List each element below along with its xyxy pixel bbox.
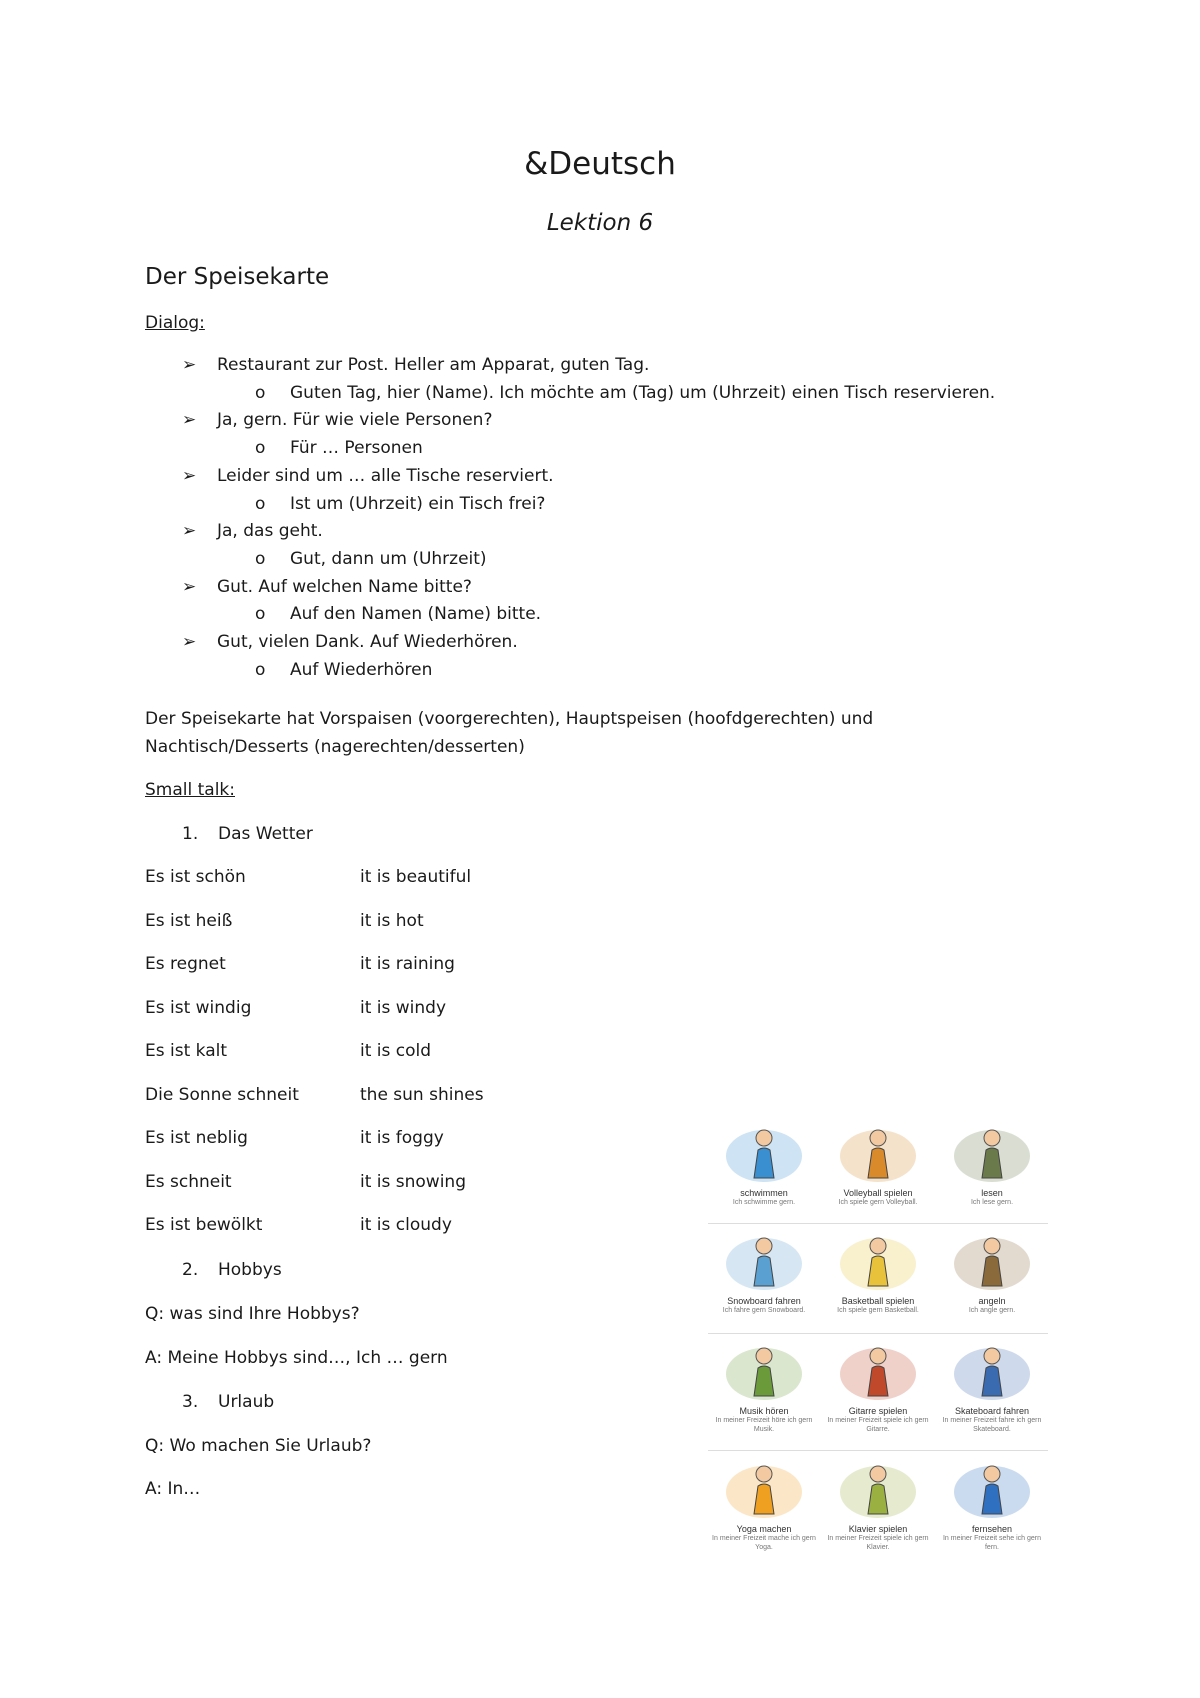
hobby-card [822, 1338, 934, 1434]
arrow-bullet-icon: ➢ [182, 355, 197, 375]
weather-german: Es regnet [145, 954, 226, 974]
hobbys-question: Q: was sind Ihre Hobbys? [145, 1304, 360, 1324]
music-icon [720, 1338, 808, 1404]
dialog-reply: Guten Tag, hier (Name). Ich möchte am (Tag) um (Uhrzeit) einen Tisch reservieren. [290, 383, 996, 403]
dialog-label: Dialog: [145, 313, 205, 333]
topic-label: Das Wetter [218, 824, 313, 844]
weather-english: it is windy [360, 998, 447, 1018]
dialog-line: Ja, das geht. [217, 521, 323, 541]
hobby-card [822, 1228, 934, 1315]
weather-english: it is snowing [360, 1172, 467, 1192]
weather-german: Es schneit [145, 1172, 232, 1192]
urlaub-answer: A: In… [145, 1479, 201, 1499]
arrow-bullet-icon: ➢ [182, 632, 197, 652]
hobby-label: Volleyball spielen [843, 1188, 913, 1198]
volleyball-icon [834, 1120, 922, 1186]
dialog-line: Restaurant zur Post. Heller am Apparat, guten Tag. [217, 355, 650, 375]
arrow-bullet-icon: ➢ [182, 466, 197, 486]
hobby-sentence: Ich spiele gern Volleyball. [838, 1199, 918, 1206]
weather-english: the sun shines [360, 1085, 484, 1105]
section-heading: Der Speisekarte [145, 264, 330, 290]
hobby-sentence: In meiner Freizeit sehe ich gern fern. [942, 1535, 1042, 1551]
dialog-reply: Auf den Namen (Name) bitte. [290, 604, 542, 624]
lesson-subtitle: Lektion 6 [546, 210, 654, 236]
circle-bullet-icon: o [255, 604, 266, 624]
hobby-card [822, 1120, 934, 1207]
hobby-sentence: In meiner Freizeit fahre ich gern Skateboard. [942, 1417, 1042, 1433]
hobby-card [936, 1120, 1048, 1207]
basketball-icon [834, 1228, 922, 1294]
topic-number: 2. [182, 1260, 199, 1280]
weather-german: Es ist neblig [145, 1128, 248, 1148]
document-title: &Deutsch [524, 146, 676, 182]
topic-number: 1. [182, 824, 199, 844]
grid-divider [708, 1450, 1048, 1451]
hobby-sentence: In meiner Freizeit spiele ich gern Gitarre. [827, 1417, 929, 1433]
hobby-card [708, 1338, 820, 1434]
weather-english: it is cloudy [360, 1215, 452, 1235]
dialog-reply: Für … Personen [290, 438, 423, 458]
arrow-bullet-icon: ➢ [182, 410, 197, 430]
arrow-bullet-icon: ➢ [182, 521, 197, 541]
dialog-line: Leider sind um … alle Tische reserviert. [217, 466, 554, 486]
topic-label: Urlaub [218, 1392, 275, 1412]
smalltalk-label: Small talk: [145, 780, 235, 800]
hobby-label: Musik hören [739, 1406, 789, 1416]
weather-german: Es ist heiß [145, 911, 233, 931]
weather-german: Es ist windig [145, 998, 252, 1018]
hobby-card [822, 1456, 934, 1552]
guitar-icon [834, 1338, 922, 1404]
topic-hobbys [182, 1260, 282, 1280]
weather-german: Es ist kalt [145, 1041, 228, 1061]
snowboard-icon [720, 1228, 808, 1294]
arrow-bullet-icon: ➢ [182, 577, 197, 597]
hobby-card [708, 1228, 820, 1315]
hobby-sentence: Ich fahre gern Snowboard. [722, 1307, 806, 1314]
hobby-label: Klavier spielen [848, 1524, 908, 1534]
piano-icon [834, 1456, 922, 1522]
dialog-line: Ja, gern. Für wie viele Personen? [217, 410, 493, 430]
fishing-icon [948, 1228, 1036, 1294]
weather-german: Die Sonne schneit [145, 1085, 299, 1105]
dialog-line: Gut, vielen Dank. Auf Wiederhören. [217, 632, 518, 652]
hobby-card [936, 1456, 1048, 1552]
topic-weather [182, 824, 313, 844]
weather-english: it is cold [360, 1041, 432, 1061]
skateboard-icon [948, 1338, 1036, 1404]
yoga-icon [720, 1456, 808, 1522]
topic-urlaub [182, 1392, 274, 1412]
hobby-sentence: In meiner Freizeit mache ich gern Yoga. [712, 1535, 816, 1551]
reading-icon [948, 1120, 1036, 1186]
hobby-picture-grid [708, 1120, 1048, 1572]
hobby-label: Gitarre spielen [848, 1406, 908, 1416]
hobby-label: Skateboard fahren [954, 1406, 1030, 1416]
hobby-card [708, 1120, 820, 1207]
hobby-sentence: In meiner Freizeit spiele ich gern Klavier. [827, 1535, 929, 1551]
hobby-label: Snowboard fahren [727, 1296, 801, 1306]
tv-icon [948, 1456, 1036, 1522]
weather-german: Es ist bewölkt [145, 1215, 263, 1235]
dialog-reply: Gut, dann um (Uhrzeit) [290, 549, 487, 569]
hobby-label: Yoga machen [736, 1524, 792, 1534]
hobby-label: Basketball spielen [841, 1296, 915, 1306]
dialog-reply: Auf Wiederhören [290, 660, 433, 680]
circle-bullet-icon: o [255, 494, 266, 514]
hobbys-answer: A: Meine Hobbys sind…, Ich … gern [145, 1348, 448, 1368]
hobby-card [708, 1456, 820, 1552]
hobby-card [936, 1228, 1048, 1315]
urlaub-question: Q: Wo machen Sie Urlaub? [145, 1436, 372, 1456]
hobby-label: schwimmen [740, 1188, 788, 1198]
weather-english: it is hot [360, 911, 424, 931]
grid-divider [708, 1333, 1048, 1334]
hobby-sentence: Ich schwimme gern. [732, 1199, 796, 1206]
hobby-card [936, 1338, 1048, 1434]
topic-label: Hobbys [218, 1260, 282, 1280]
circle-bullet-icon: o [255, 660, 266, 680]
dialog-line: Gut. Auf welchen Name bitte? [217, 577, 472, 597]
topic-number: 3. [182, 1392, 199, 1412]
circle-bullet-icon: o [255, 383, 266, 403]
hobby-label: angeln [978, 1296, 1006, 1306]
grid-divider [708, 1223, 1048, 1224]
weather-english: it is beautiful [360, 867, 472, 887]
weather-english: it is raining [360, 954, 455, 974]
hobby-sentence: Ich spiele gern Basketball. [837, 1307, 919, 1314]
hobby-label: lesen [981, 1188, 1003, 1198]
weather-german: Es ist schön [145, 867, 246, 887]
circle-bullet-icon: o [255, 438, 266, 458]
hobby-sentence: Ich lese gern. [970, 1199, 1014, 1206]
weather-english: it is foggy [360, 1128, 444, 1148]
swimming-icon [720, 1120, 808, 1186]
circle-bullet-icon: o [255, 549, 266, 569]
hobby-sentence: In meiner Freizeit höre ich gern Musik. [715, 1417, 813, 1433]
hobby-label: fernsehen [971, 1524, 1013, 1534]
hobby-sentence: Ich angle gern. [968, 1307, 1016, 1314]
menu-paragraph: Der Speisekarte hat Vorspaisen (voorgerechten), Hauptspeisen (hoofdgerechten) und Nachtisch/Desserts (nagerechten/desserten) [145, 709, 874, 757]
dialog-reply: Ist um (Uhrzeit) ein Tisch frei? [290, 494, 546, 514]
